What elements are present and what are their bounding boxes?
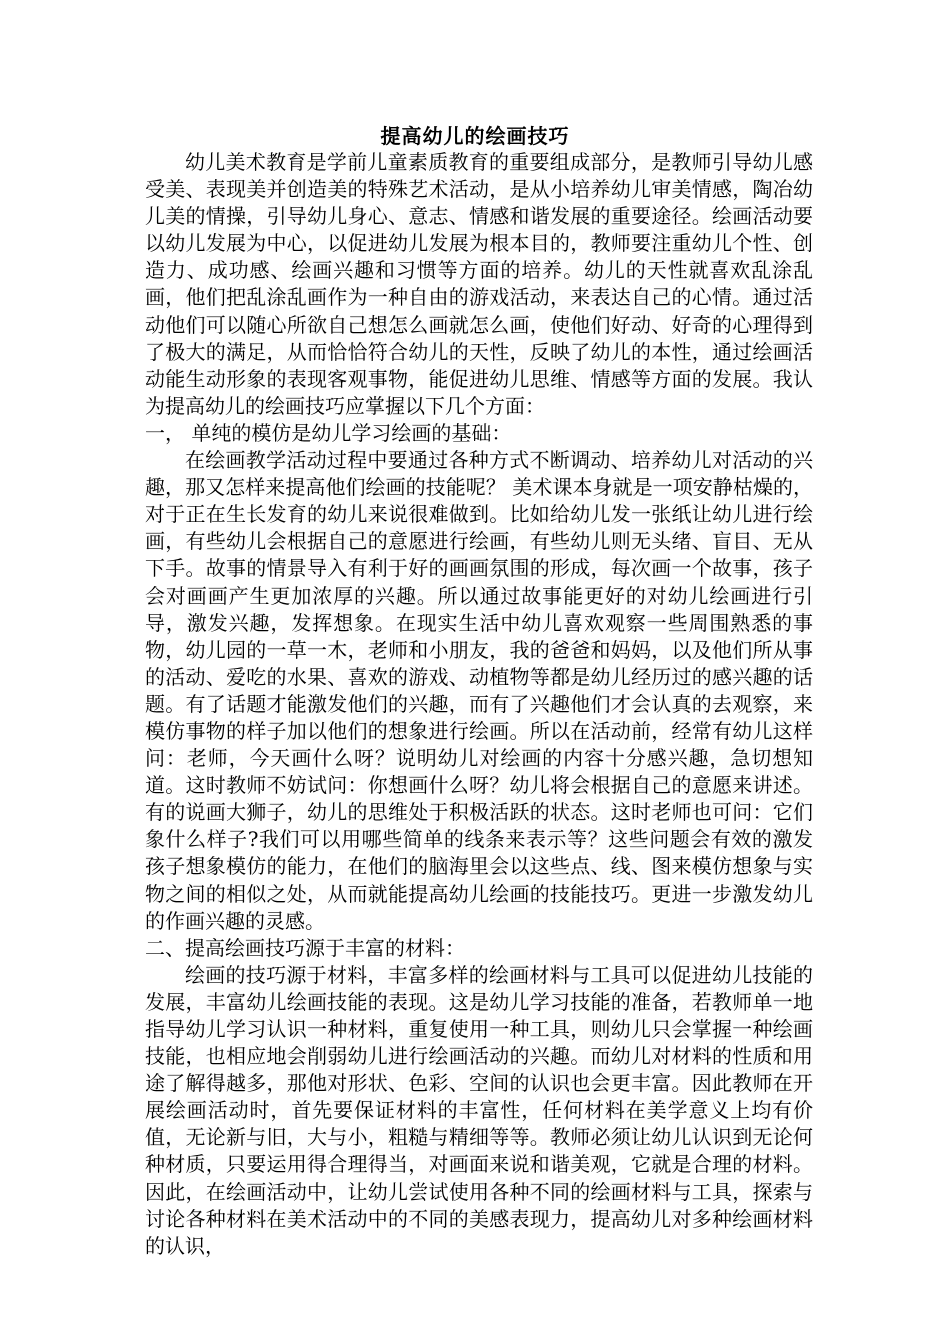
intro-paragraph: 幼儿美术教育是学前儿童素质教育的重要组成部分，是教师引导幼儿感受美、表现美并创造美的特殊艺术活动，是从小培养幼儿审美情感，陶冶幼儿美的情操，引导幼儿身心、意志、情感和谐发展的重要途径。绘画活动要以幼儿发展为中心，以促进幼儿发展为根本目的，教师要注重幼儿个性、创造力、成功感、绘画兴趣和习惯等方面的培养。幼儿的天性就喜欢乱涂乱画，他们把乱涂乱画作为一种自由的游戏活动，来表达自己的心情。通过活动他们可以随心所欲自己想怎么画就怎么画，使他们好动、好奇的心理得到了极大的满足，从而恰恰符合幼儿的天性，反映了幼儿的本性，通过绘画活动能生动形象的表现客观事物，能促进幼儿思维、情感等方面的发展。我认为提高幼儿的绘画技巧应掌握以下几个方面：	[145, 150, 813, 418]
section-paragraph-2: 绘画的技巧源于材料，丰富多样的绘画材料与工具可以促进幼儿技能的发展，丰富幼儿绘画技能的表现。这是幼儿学习技能的准备，若教师单一地指导幼儿学习认识一种材料，重复使用一种工具，则幼儿只会掌握一种绘画技能，也相应地会削弱幼儿进行绘画活动的兴趣。而幼儿对材料的性质和用途了解得越多，那他对形状、色彩、空间的认识也会更丰富。因此教师在开展绘画活动时，首先要保证材料的丰富性，任何材料在美学意义上均有价值，无论新与旧，大与小，粗糙与精细等等。教师必须让幼儿认识到无论何种材质，只要运用得合理得当，对画面来说和谐美观，它就是合理的材料。因此，在绘画活动中，让幼儿尝试使用各种不同的绘画材料与工具，探索与讨论各种材料在美术活动中的不同的美感表现力，提高幼儿对多种绘画材料的认识，	[145, 962, 813, 1258]
section-heading-1: 一， 单纯的模仿是幼儿学习绘画的基础：	[145, 420, 512, 445]
section-heading-2: 二、提高绘画技巧源于丰富的材料：	[145, 935, 465, 960]
section-paragraph-1: 在绘画教学活动过程中要通过各种方式不断调动、培养幼儿对活动的兴趣，那又怎样来提高他们绘画的技能呢？ 美术课本身就是一项安静枯燥的，对于正在生长发育的幼儿来说很难做到。比如给幼儿发一张纸让幼儿进行绘画，有些幼儿会根据自己的意愿进行绘画，有些幼儿则无头绪、盲目、无从下手。故事的情景导入有利于好的画画氛围的形成，每次画一个故事，孩子会对画画产生更加浓厚的兴趣。所以通过故事能更好的对幼儿绘画进行引导，激发兴趣，发挥想象。在现实生活中幼儿喜欢观察一些周围熟悉的事物，幼儿园的一草一木，老师和小朋友，我的爸爸和妈妈，以及他们所从事的活动、爱吃的水果、喜欢的游戏、动植物等都是幼儿经历过的感兴趣的话题。有了话题才能激发他们的兴趣，而有了兴趣他们才会认真的去观察，来模仿事物的样子加以他们的想象进行绘画。所以在活动前，经常有幼儿这样问：老师，今天画什么呀？说明幼儿对绘画的内容十分感兴趣，急切想知道。这时教师不妨试问：你想画什么呀？幼儿将会根据自己的意愿来讲述。有的说画大狮子，幼儿的思维处于积极活跃的状态。这时老师也可问：它们象什么样子?我们可以用哪些简单的线条来表示等？这些问题会有效的激发孩子想象模仿的能力，在他们的脑海里会以这些点、线、图来模仿想象与实物之间的相似之处，从而就能提高幼儿绘画的技能技巧。更进一步激发幼儿的作画兴趣的灵感。	[145, 448, 813, 933]
document-title: 提高幼儿的绘画技巧	[380, 124, 570, 148]
document-body	[145, 149, 813, 1260]
